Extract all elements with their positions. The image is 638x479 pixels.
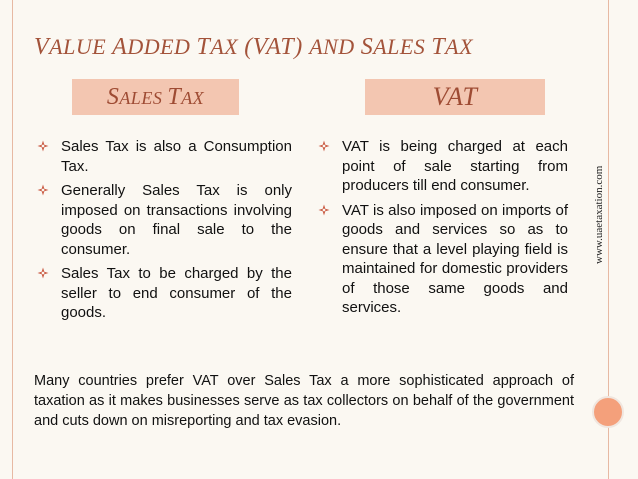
bullet-icon [37,184,49,196]
bullet-text: Sales Tax is also a Consumption Tax. [61,138,292,175]
bullet-text: VAT is also imposed on imports of goods and services so as to ensure that a level playing field is maintained for domestic providers of those same goods and services. [342,201,568,316]
bullet-text: Generally Sales Tax is only imposed on transactions involving goods on final sale to the consumer. [61,182,292,258]
heading-letter: T [167,83,182,110]
slide-title [34,34,473,61]
sales-tax-bullet-list [37,137,292,328]
title-part: AX [445,34,474,59]
summary-paragraph: Many countries prefer VAT over Sales Tax a more sophisticated approach of taxation as it makes businesses serve as tax collectors on behalf of the government and cuts down on misreporting and tax evasion. [34,373,574,429]
list-item [37,264,292,323]
title-part: S [360,34,374,60]
title-part: V [34,34,50,60]
bullet-icon [37,267,49,279]
title-part: T [196,34,211,60]
heading-letter: S [106,83,120,110]
title-part: ALES [373,34,432,59]
bullet-icon [318,140,330,152]
vat-heading-box [365,79,545,115]
list-item [318,201,568,318]
left-border-line [12,0,13,479]
title-part: DDED [127,34,197,59]
bullet-text: Sales Tax to be charged by the seller to end consumer of the goods. [61,265,292,321]
list-item [37,137,292,176]
title-part: AND [309,34,361,59]
title-part: (VAT) [244,34,310,60]
decorative-circle [592,396,624,428]
heading-letter: AX [181,87,205,108]
title-part: T [431,34,446,60]
vat-bullet-list [318,137,568,323]
sales-tax-heading-box [72,79,239,115]
title-part: AX [210,34,245,59]
website-watermark: www.uaetaxation.com [593,165,605,265]
list-item [37,181,292,259]
vat-heading: VAT [432,82,478,111]
sales-tax-heading [107,84,204,111]
title-part: A [112,34,128,60]
bullet-text: VAT is being charged at each point of sale starting from producers till end consumer. [342,138,568,194]
list-item [318,137,568,196]
heading-letter: ALES [119,87,168,108]
bullet-icon [318,204,330,216]
title-part: ALUE [49,34,113,59]
bullet-icon [37,140,49,152]
